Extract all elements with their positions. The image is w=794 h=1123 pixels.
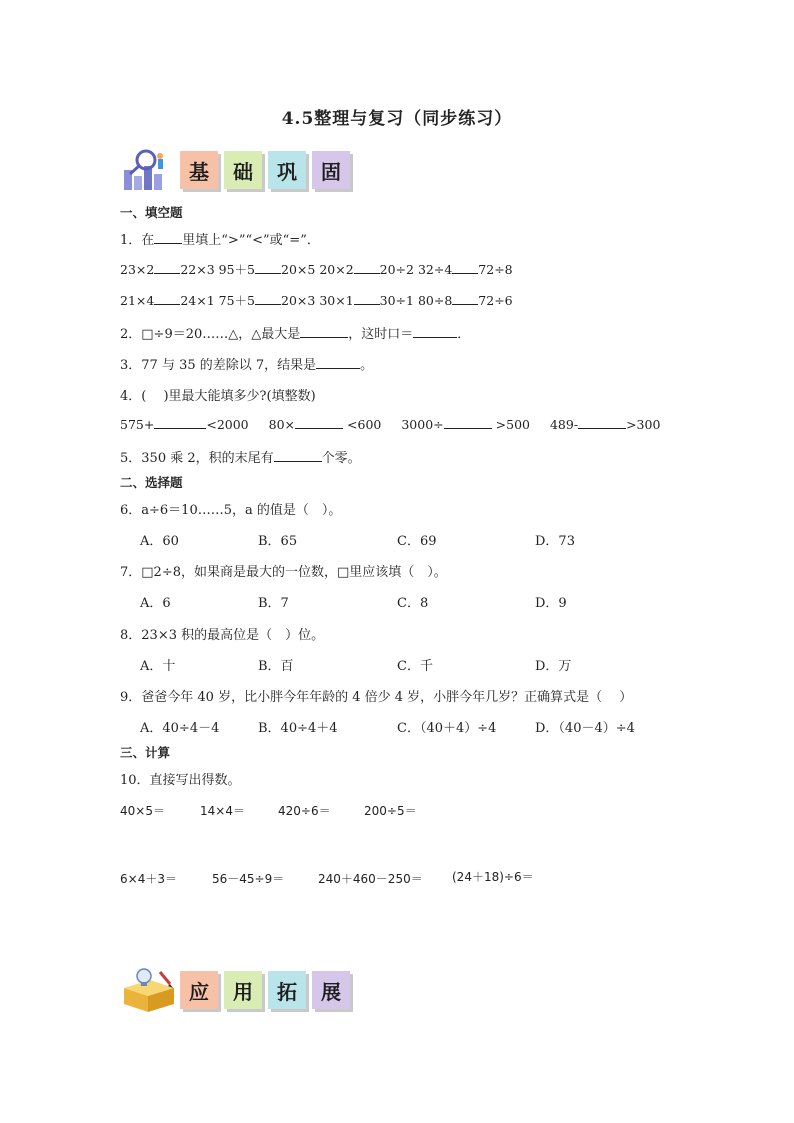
section-heading-calc: 三、计算 [120, 745, 171, 760]
question-8: 8．23×3 积的最高位是（ ）位。 [120, 628, 325, 643]
option-d: D．万 [535, 659, 572, 674]
calc-item: 14×4＝ [200, 804, 245, 818]
question-4: 4．( )里最大能填多少?(填整数) [120, 389, 316, 404]
section-heading-fill: 一、填空题 [120, 205, 183, 220]
calc-item: 200÷5＝ [364, 804, 417, 818]
question-3: 3．77 与 35 的差除以 7，结果是 。 [120, 358, 374, 373]
option-b: B．百 [258, 659, 294, 674]
option-b: B．7 [258, 596, 289, 611]
option-b: B．65 [258, 534, 298, 549]
option-a: A．40÷4－4 [140, 721, 220, 736]
question-8-options [140, 655, 740, 673]
banner-tile: 基 [180, 151, 218, 189]
calc-item: (24＋18)÷6＝ [452, 870, 534, 884]
question-2: 2．□÷9＝20……△，△最大是 ，这时口＝ ． [120, 327, 471, 342]
question-9-options [140, 717, 740, 735]
option-d: D．73 [535, 534, 575, 549]
question-7: 7．□2÷8，如果商是最大的一位数，□里应该填（ ）。 [120, 565, 447, 580]
toolbox-lightbulb-icon [120, 966, 178, 1014]
section-heading-choice: 二、选择题 [120, 475, 183, 490]
banner-tile: 用 [224, 971, 262, 1009]
question-10: 10．直接写出得数。 [120, 773, 241, 788]
section-banner-application [120, 966, 356, 1014]
magnifier-chart-icon [120, 146, 178, 194]
question-5: 5．350 乘 2，积的末尾有 个零。 [120, 451, 361, 466]
question-6-options [140, 530, 740, 548]
option-c: C．69 [397, 534, 437, 549]
option-c: C．千 [397, 659, 433, 674]
banner-tile: 展 [312, 971, 350, 1009]
section-banner-basics [120, 146, 356, 194]
banner-tile: 固 [312, 151, 350, 189]
banner-tile: 拓 [268, 971, 306, 1009]
calc-item: 40×5＝ [120, 804, 165, 818]
question-1-row-2: 21×4 24×1 75＋5 20×3 30×1 30÷1 80÷8 72÷6 [120, 293, 513, 308]
option-c: C．8 [397, 596, 429, 611]
calc-item: 56－45÷9＝ [212, 872, 285, 886]
option-b: B．40÷4＋4 [258, 721, 338, 736]
option-a: A．6 [140, 596, 171, 611]
question-1-row-1: 23×2 22×3 95＋5 20×5 20×2 20÷2 32÷4 72÷8 [120, 262, 513, 277]
page-title: 4.5整理与复习（同步练习） [281, 109, 513, 129]
option-d: D．（40－4）÷4 [535, 721, 635, 736]
calc-item: 6×4＋3＝ [120, 872, 177, 886]
option-a: A．60 [140, 534, 179, 549]
question-4-row: 575+ <2000 80× <600 3000÷ >500 489- >300 [120, 417, 661, 432]
question-9: 9．爸爸今年 40 岁，比小胖今年年龄的 4 倍少 4 岁，小胖今年几岁？正确算式是（ ） [120, 690, 633, 705]
question-7-options [140, 592, 740, 610]
banner-tile: 应 [180, 971, 218, 1009]
option-c: C．（40＋4）÷4 [397, 721, 497, 736]
question-1: 1．在 里填上“>”“<”或“=”． [120, 233, 320, 248]
calc-item: 240＋460－250＝ [318, 872, 423, 886]
calc-item: 420÷6＝ [278, 804, 331, 818]
banner-tile: 础 [224, 151, 262, 189]
banner-tile: 巩 [268, 151, 306, 189]
question-6: 6．a÷6＝10……5，a 的值是（ ）。 [120, 503, 342, 518]
option-a: A．十 [140, 659, 176, 674]
option-d: D．9 [535, 596, 567, 611]
